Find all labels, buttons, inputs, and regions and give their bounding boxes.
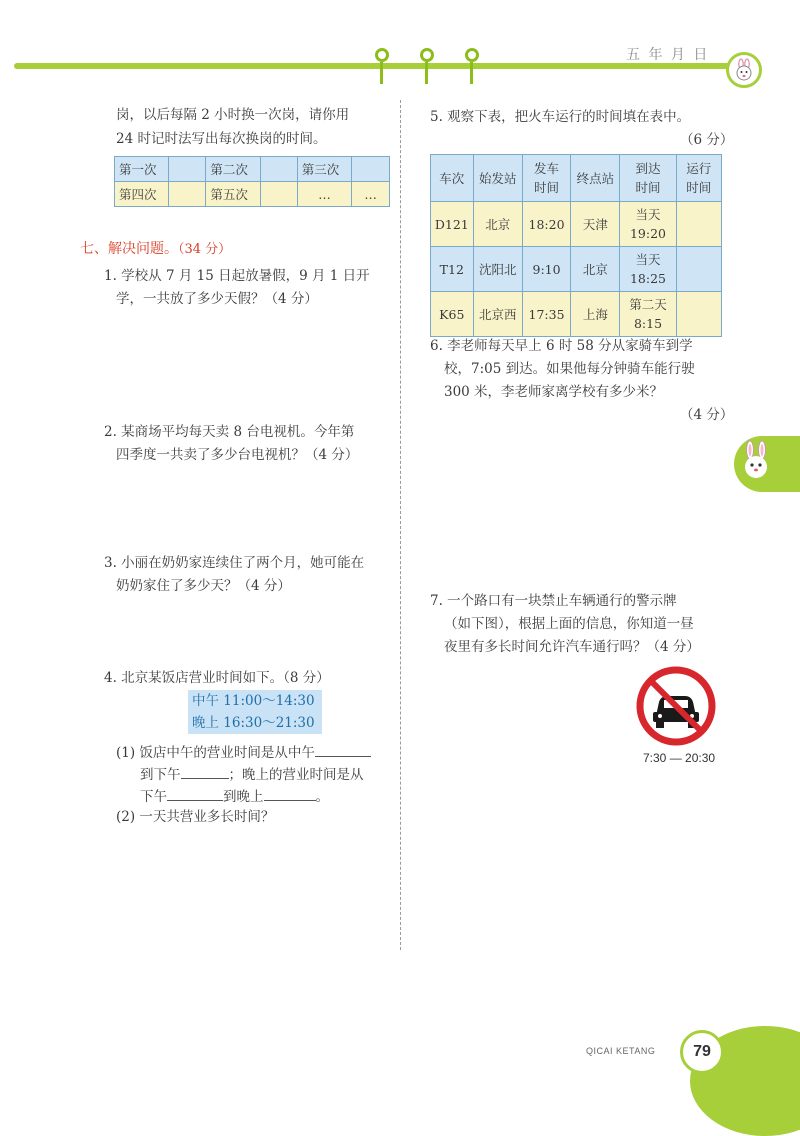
page-number: 79 [680, 1030, 724, 1074]
binder-pin [375, 48, 389, 84]
table-cell: 北京 [473, 202, 522, 247]
hours-noon: 中午 11:00～14:30 [192, 693, 315, 709]
no-vehicles-icon [636, 666, 716, 750]
question-6-line: 300 米，李老师家离学校有多少米？ [444, 384, 664, 400]
table-header: 车次 [431, 155, 474, 202]
binder-pin [465, 48, 479, 84]
sign-time-label: 7:30 — 20:30 [643, 751, 716, 765]
question-3-line: 奶奶家住了多少天？（4 分） [116, 578, 291, 594]
question-4-sub1: (1) 饭店中午的营业时间是从中午 [116, 740, 371, 765]
table-cell: 第四次 [115, 182, 169, 207]
table-cell: T12 [431, 247, 474, 292]
table-cell: 第三次 [297, 157, 351, 182]
question-4-sub1: 下午 到晚上 。 [140, 784, 329, 809]
table-cell: 第二天 8:15 [620, 292, 676, 337]
answer-blank[interactable] [315, 740, 371, 757]
intro-line: 岗，以后每隔 2 小时换一次岗，请你用 [116, 107, 350, 123]
table-cell: 第二次 [206, 157, 260, 182]
table-header: 始发站 [473, 155, 522, 202]
table-cell: 17:35 [522, 292, 570, 337]
table-header: 运行 时间 [676, 155, 721, 202]
table-cell: K65 [431, 292, 474, 337]
question-4-sub1: 到下午 ；晚上的营业时间是从 [140, 762, 364, 787]
section-title: 七、解决问题。（34 分） [80, 241, 232, 257]
answer-cell[interactable] [676, 202, 721, 247]
table-cell: 18:20 [522, 202, 570, 247]
hours-box [188, 690, 322, 734]
table-cell[interactable] [260, 182, 297, 207]
answer-blank[interactable] [167, 784, 223, 801]
question-2-line: 四季度一共卖了多少台电视机？（4 分） [116, 447, 359, 463]
table-cell[interactable] [169, 157, 206, 182]
rabbit-icon [738, 440, 774, 484]
table-header: 终点站 [571, 155, 620, 202]
table-cell: 上海 [571, 292, 620, 337]
question-7-line: 7. 一个路口有一块禁止车辆通行的警示牌 [430, 593, 677, 609]
table-cell: 9:10 [522, 247, 570, 292]
question-6-points: （4 分） [680, 407, 734, 423]
table-cell[interactable] [352, 157, 390, 182]
footer-brand: QICAI KETANG [586, 1046, 656, 1056]
question-4-title: 4. 北京某饭店营业时间如下。（8 分） [104, 670, 330, 686]
question-5-title: 5. 观察下表，把火车运行的时间填在表中。 [430, 109, 691, 125]
table-header: 发车 时间 [522, 155, 570, 202]
table-cell[interactable] [260, 157, 297, 182]
table-cell: D121 [431, 202, 474, 247]
intro-line: 24 时记时法写出每次换岗的时间。 [116, 131, 327, 147]
answer-blank[interactable] [181, 762, 229, 779]
question-4-sub2: (2) 一天共营业多长时间？ [116, 809, 275, 825]
shift-table [114, 156, 390, 207]
train-table [430, 154, 722, 337]
question-6-line: 校，7:05 到达。如果他每分钟骑车能行驶 [444, 361, 695, 377]
table-cell: 当天 19:20 [620, 202, 676, 247]
table-cell: 当天 18:25 [620, 247, 676, 292]
answer-cell[interactable] [676, 292, 721, 337]
table-cell: 北京 [571, 247, 620, 292]
answer-blank[interactable] [264, 784, 316, 801]
column-divider [400, 100, 401, 950]
question-5-points: （6 分） [680, 132, 734, 148]
table-cell[interactable] [169, 182, 206, 207]
table-cell: … [297, 182, 351, 207]
question-7-line: （如下图），根据上面的信息，你知道一昼 [444, 616, 694, 632]
question-6-line: 6. 李老师每天早上 6 时 58 分从家骑车到学 [430, 338, 693, 354]
table-header: 到达 时间 [620, 155, 676, 202]
question-1-line: 1. 学校从 7 月 15 日起放暑假，9 月 1 日开 [104, 268, 370, 284]
table-cell: 第五次 [206, 182, 260, 207]
table-cell: … [352, 182, 390, 207]
table-cell: 北京西 [473, 292, 522, 337]
table-cell: 第一次 [115, 157, 169, 182]
question-2-line: 2. 某商场平均每天卖 8 台电视机。今年第 [104, 424, 355, 440]
question-7-line: 夜里有多长时间允许汽车通行吗？（4 分） [444, 639, 700, 655]
answer-cell[interactable] [676, 247, 721, 292]
header-title: 五 年 月 日 [626, 47, 710, 63]
question-3-line: 3. 小丽在奶奶家连续住了两个月，她可能在 [104, 555, 365, 571]
question-1-line: 学，一共放了多少天假？（4 分） [116, 291, 318, 307]
rabbit-icon [726, 52, 762, 88]
hours-evening: 晚上 16:30～21:30 [192, 715, 315, 731]
table-cell: 沈阳北 [473, 247, 522, 292]
binder-pin [420, 48, 434, 84]
table-cell: 天津 [571, 202, 620, 247]
